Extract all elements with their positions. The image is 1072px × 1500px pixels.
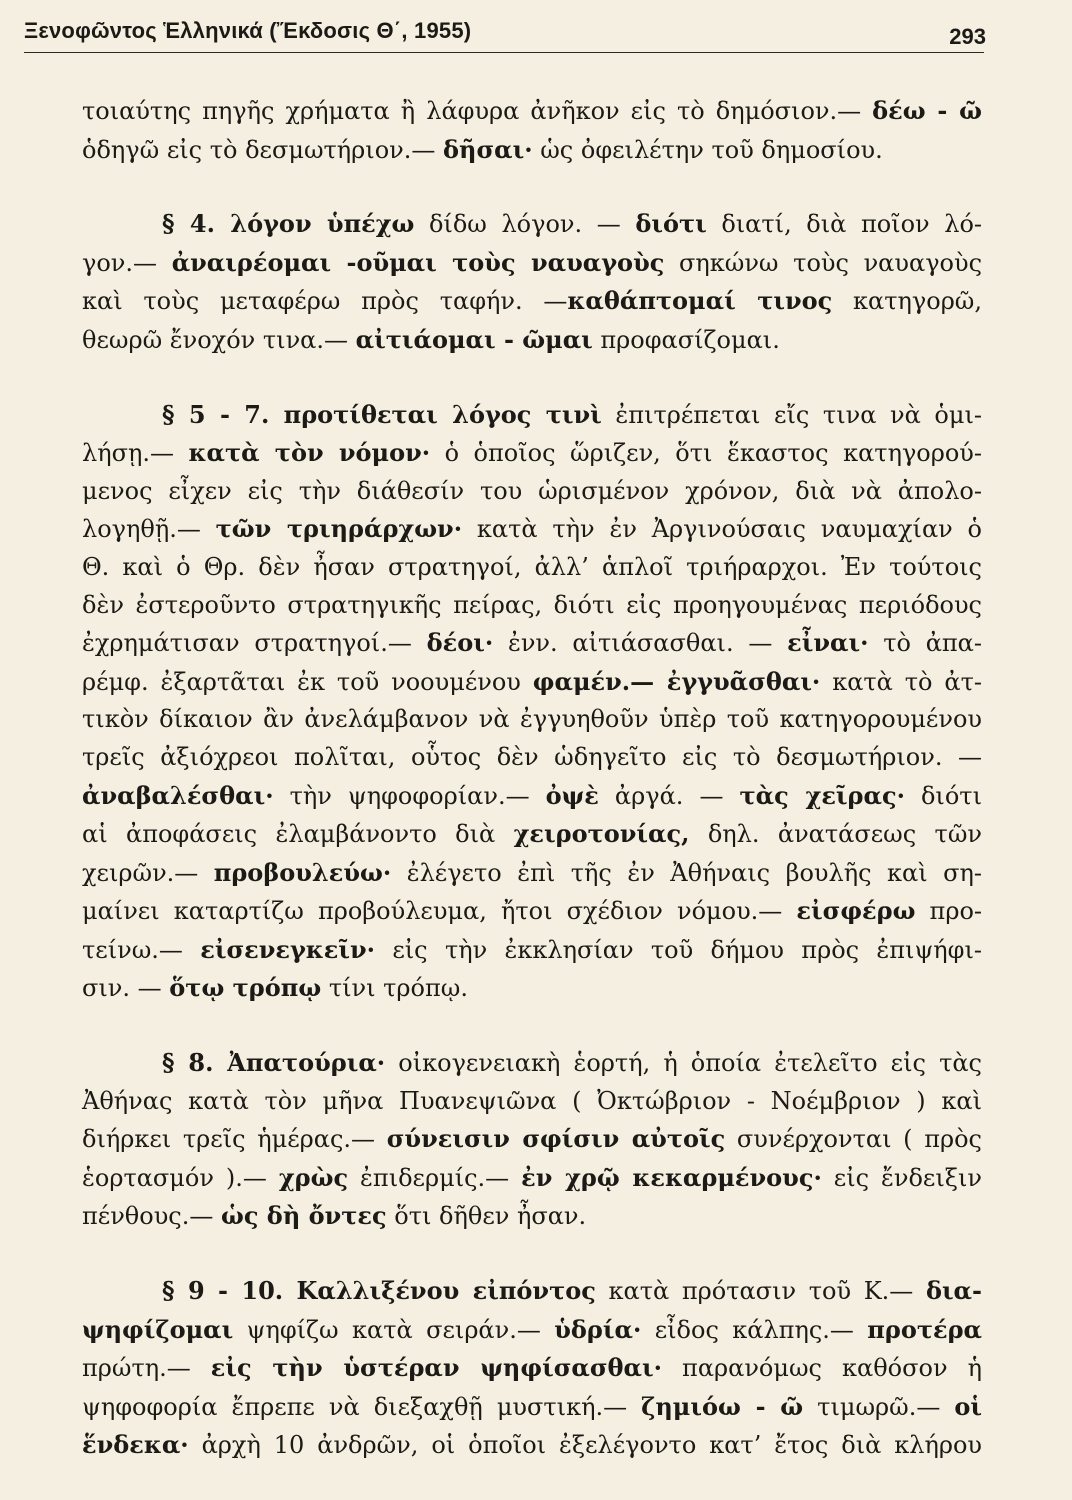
gloss-text: αἱ ἀποφάσεις ἐλαμβάνοντο διὰ [82,820,514,849]
text-line [82,1426,982,1465]
lemma-term: αἰτιάομαι - ῶμαι [355,324,593,354]
lemma-term: ἀναβαλέσθαι· [82,780,274,810]
gloss-text: τὸ ἀπα- [868,629,982,658]
book-title: Ξενοφῶντος Ἑλληνικά (Ἔκδοσις Θ΄, 1955) [24,18,472,43]
lemma-term: εἰς τὴν ὑστέραν ψηφίσασθαι· [210,1353,662,1383]
text-line [82,549,982,587]
gloss-text: κατὰ τὸ ἀτ- [820,667,982,696]
lemma-term: σύνεισιν σφίσιν αὐτοῖς [386,1124,726,1154]
lemma-term: § 8. Ἀπατούρια· [162,1048,386,1078]
lemma-term: δέω - ῶ [872,96,982,125]
gloss-text: ἀρχὴ 10 ἀνδρῶν, οἱ ὁποῖοι ἐξελέγοντο κατ’ ἔτος διὰ κλήρου [188,1431,982,1460]
lemma-term: εἶναι· [787,628,869,658]
text-line [82,321,982,360]
lemma-term: § 5 - 7. προτίθεται λόγος τινὶ [162,399,602,429]
gloss-text: εἶδος κάλπης.— [641,1315,868,1344]
text-line [82,92,982,131]
text-line [82,1044,982,1083]
gloss-text: Ἀθήνας κατὰ τὸν μῆνα Πυανεψιῶνα ( Ὀκτώβριον - Νοέμβριον ) καὶ [82,1086,982,1115]
gloss-text: τὴν ψηφοφορίαν.— [273,781,546,810]
lemma-term: προτέρα [867,1314,982,1344]
text-line [82,1197,982,1236]
gloss-text: ὁ ὁποῖος ὥριζεν, ὅτι ἕκαστος κατηγορού- [430,439,982,468]
lemma-term: προβουλεύω· [213,857,392,887]
gloss-text: διότι [904,781,982,810]
gloss-text: τοιαύτης πηγῆς χρήματα ἢ λάφυρα ἀνῆκον εἰς τὸ δημόσιον.— [82,97,873,125]
commentary-text [82,92,982,1465]
lemma-term: δια- [925,1276,982,1306]
gloss-text: ἑορτασμόν ).— [82,1163,279,1192]
gloss-text: δηλ. ἀνατάσεως τῶν [689,820,982,849]
text-line [82,1083,982,1121]
gloss-text: καὶ τοὺς μεταφέρω πρὸς ταφήν. — [82,287,568,316]
lemma-term: ψηφίζομαι [82,1314,234,1344]
gloss-text: τρεῖς ἀξιόχρεοι πολῖται, οὗτος δὲν ὡδηγεῖτο εἰς τὸ δεσμωτήριον. — [82,742,982,771]
gloss-text: εἰς ἔνδειξιν [821,1163,982,1192]
text-line [82,1272,982,1311]
text-line [82,815,982,854]
gloss-text: διήρκει τρεῖς ἡμέρας.— [82,1125,387,1154]
paragraph-gap [82,1008,982,1044]
text-line [82,510,982,549]
gloss-text: σηκώνω τοὺς ναυαγοὺς [664,248,983,277]
gloss-text: εἰς τὴν ἐκκλησίαν τοῦ δήμου πρὸς ἐπιψήφι- [375,935,982,964]
gloss-text: ψηφοφορία ἔπρεπε νὰ διεξαχθῇ μυστική.— [82,1392,642,1421]
lemma-term: ἐν χρῷ κεκαρμένους· [521,1162,822,1192]
lemma-term: διότι [635,209,707,239]
gloss-text: ὅτι δῆθεν ἦσαν. [386,1202,587,1231]
gloss-text: χειρῶν.— [82,858,214,887]
lemma-term: ζημιόω - ῶ [641,1391,804,1421]
text-line [82,1388,982,1427]
lemma-term: § 4. λόγον ὑπέχω [162,209,415,239]
gloss-text: δίδω λόγον. — [414,210,636,239]
text-line [82,931,982,970]
text-line [82,205,982,244]
gloss-text: προ- [915,897,982,926]
text-line [82,473,982,511]
text-line [82,624,982,663]
gloss-text: πρώτη.— [82,1354,211,1383]
text-line [82,892,982,931]
gloss-text: μενος εἶχεν εἰς τὴν διάθεσίν του ὡρισμένον χρόνον, διὰ νὰ ἀπολο- [82,476,982,505]
gloss-text: γον.— [82,248,172,277]
gloss-text: κατὰ πρότασιν τοῦ Κ.— [595,1277,926,1306]
gloss-text: οἰκογενειακὴ ἑορτή, ἡ ὁποία ἐτελεῖτο εἰς τὰς [385,1049,983,1078]
lemma-term: ἕνδεκα· [82,1430,189,1460]
lemma-term: ὑδρία· [554,1314,642,1344]
gloss-text: τικὸν δίκαιον ἂν ἀνελάμβανον νὰ ἐγγυηθοῦν ὑπὲρ τοῦ κατηγορουμένου [82,705,982,734]
gloss-text: δὲν ἐστεροῦντο στρατηγικῆς πείρας, διότι εἰς προηγουμένας περιόδους [82,590,982,619]
text-line [82,282,982,321]
gloss-text: τιμωρῶ.— [803,1392,955,1421]
lemma-term: καθάπτομαί τινος [567,286,833,316]
gloss-text: τίνι τρόπῳ. [321,974,468,1003]
lemma-term: χειροτονίας, [513,819,690,849]
gloss-text: κατὰ τὴν ἐν Ἀργινούσαις ναυμαχίαν ὁ [462,515,982,544]
gloss-text: ὡς ὀφειλέτην τοῦ δημοσίου. [532,135,883,164]
text-line [82,1311,982,1350]
page-number: 293 [949,24,986,49]
gloss-text: τείνω.— [82,935,201,964]
lemma-term: εἰσφέρω [796,896,916,926]
paragraph-gap [82,360,982,396]
lemma-term: δέοι· [426,628,494,658]
gloss-text: ἐνν. αἰτιάσασθαι. — [493,629,788,658]
text-line [82,969,982,1008]
gloss-text: ἐπιτρέπεται εἴς τινα νὰ ὁμι- [601,400,983,429]
text-line [82,396,982,435]
gloss-text: προφασίζομαι. [592,325,780,354]
gloss-text: ἀργά. — [598,781,740,810]
lemma-term: ὡς δὴ ὄντες [220,1201,387,1231]
text-line [82,587,982,625]
lemma-term: § 9 - 10. Καλλιξένου εἰπόντος [162,1276,596,1306]
lemma-term: χρὼς [278,1162,349,1192]
lemma-term: εἰσενεγκεῖν· [200,934,376,964]
lemma-term: φαμέν.— ἐγγυᾶσθαι· [532,666,821,696]
paragraph-gap [82,1236,982,1272]
text-line [82,1349,982,1388]
gloss-text: ἐχρημάτισαν στρατηγοί.— [82,629,427,658]
lemma-term: τῶν τριηράρχων· [215,514,463,544]
gloss-text: παρανόμως καθόσον ἡ [662,1354,982,1383]
gloss-text: ψηφίζω κατὰ σειράν.— [233,1315,555,1344]
paragraph-gap [82,169,982,205]
lemma-term: κατὰ τὸν νόμον· [188,438,431,468]
text-line [82,131,982,170]
text-line [82,854,982,893]
gloss-text: ρέμφ. ἐξαρτᾶται ἐκ τοῦ νοουμένου [82,667,533,696]
gloss-text: μαίνει καταρτίζω προβούλευμα, ἤτοι σχέδιον νόμου.— [82,897,797,926]
gloss-text: ἐλέγετο ἐπὶ τῆς ἐν Ἀθήναις βουλῆς καὶ ση- [391,858,982,887]
text-line [82,434,982,473]
gloss-text: κατηγορῶ, [832,287,982,316]
text-line [82,701,982,739]
text-line [82,777,982,816]
gloss-text: ὁδηγῶ εἰς τὸ δεσμωτήριον.— [82,135,443,164]
lemma-term: τὰς χεῖρας· [739,780,905,810]
lemma-term: ἀναιρέομαι -οῦμαι τοὺς ναυαγοὺς [171,247,665,277]
lemma-term: ὀψὲ [545,780,599,810]
text-line [82,663,982,702]
text-line [82,1120,982,1159]
gloss-text: συνέρχονται ( πρὸς [725,1125,982,1154]
lemma-term: δῆσαι· [443,134,533,164]
gloss-text: λογηθῇ.— [82,515,216,544]
gloss-text: θεωρῶ ἔνοχόν τινα.— [82,325,356,354]
text-line [82,1159,982,1198]
running-header [24,14,984,53]
gloss-text: διατί, διὰ ποῖον λό- [706,210,982,239]
text-line [82,739,982,777]
gloss-text: Θ. καὶ ὁ Θρ. δὲν ἦσαν στρατηγοί, ἀλλ’ ἁπλοῖ τριήραρχοι. Ἐν τούτοις [82,552,982,581]
gloss-text: πένθους.— [82,1202,221,1231]
lemma-term: ὅτῳ τρόπῳ [169,973,322,1003]
lemma-term: οἱ [954,1391,982,1421]
text-line [82,244,982,283]
gloss-text: ἐπιδερμίς.— [348,1163,522,1192]
gloss-text: σιν. — [82,974,170,1003]
gloss-text: λήσῃ.— [82,439,189,468]
